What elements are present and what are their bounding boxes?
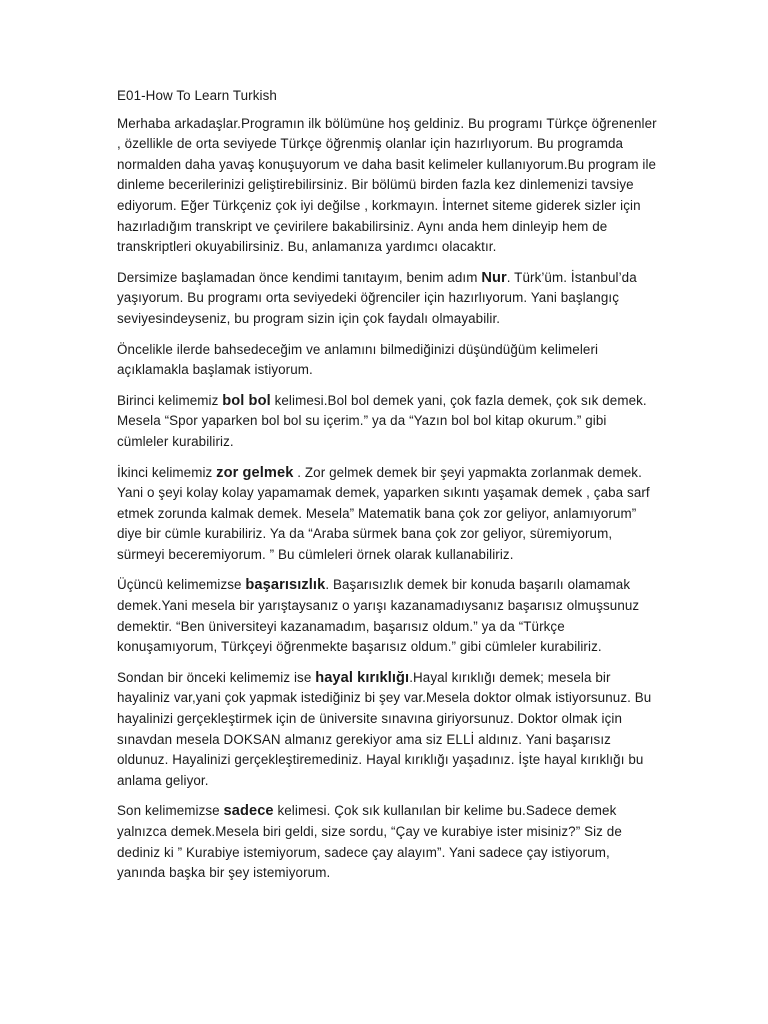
paragraph-intro xyxy=(117,114,657,258)
paragraph-vocab-intro xyxy=(117,340,657,381)
paragraph-text: . Türk’üm. İstanbul’da yaşıyorum. Bu programı orta seviyedeki öğrenciler için hazırlıyorum. Yani başlangıç seviyesindeyseniz, bu program sizin için çok faydalı olmayabilir. xyxy=(117,269,637,326)
paragraph-word-1 xyxy=(117,391,657,453)
keyword-hayal-kirikligi: hayal kırıklığı xyxy=(315,669,410,686)
document-page xyxy=(117,86,657,894)
keyword-basarisizlik: başarısızlık xyxy=(245,577,326,594)
document-title: E01-How To Learn Turkish xyxy=(117,88,277,103)
paragraph-text: . Başarısızlık demek bir konuda başarılı olamamak demek.Yani mesela bir yarıştaysanız o yarışı kazanamadıysanız başarısız olmuşsunuz demektir. “Ben üniversiteyi kazanamadım, başarısız oldum.” ya da “Türkçe konuşamıyorum, Türkçeyi öğrenmekte başarısız oldum.” gibi cümleler kurabiliriz. xyxy=(117,577,640,655)
paragraph-word-4 xyxy=(117,668,657,792)
paragraph-word-2 xyxy=(117,463,657,566)
paragraph-text: Son kelimemizse xyxy=(117,803,224,819)
keyword-bol-bol: bol bol xyxy=(222,392,271,409)
paragraph-word-5 xyxy=(117,801,657,883)
paragraph-text: Öncelikle ilerde bahsedeceğim ve anlamını bilmediğinizi düşündüğüm kelimeleri açıklamakla başlamak istiyorum. xyxy=(117,341,599,378)
paragraph-word-3 xyxy=(117,575,657,657)
keyword-sadece: sadece xyxy=(223,803,274,820)
paragraph-text: kelimesi. Çok sık kullanılan bir kelime bu.Sadece demek yalnızca demek.Mesela biri geldi, size sordu, “Çay ve kurabiye ister misiniz?” Siz de dediniz ki ” Kurabiye istemiyorum, sadece çay alayım”. Yani sadece çay istiyorum, yanında başka bir şey istemiyorum. xyxy=(117,803,622,881)
paragraph-text: . Zor gelmek demek bir şeyi yapmakta zorlanmak demek. Yani o şeyi kolay kolay yapamamak demek, yaparken sıkıntı yaşamak demek , çaba sarf etmek zorunda kalmak demek. Mesela” Matematik bana çok zor geliyor, anlamıyorum” diye bir cümle kurabiliriz. Ya da “Araba sürmek bana çok zor geliyor, süremiyorum, sürmeyi beceremiyorum. ” Bu cümleleri örnek olarak kullanabiliriz. xyxy=(117,464,650,562)
paragraph-text: Sondan bir önceki kelimemiz ise xyxy=(117,669,316,685)
paragraph-self-intro xyxy=(117,268,657,330)
paragraph-text: Birinci kelimemiz xyxy=(117,392,223,408)
paragraph-text: kelimesi.Bol bol demek yani, çok fazla demek, çok sık demek. Mesela “Spor yaparken bol bol su içerim.” ya da “Yazın bol bol kitap okurum.” gibi cümleler kurabiliriz. xyxy=(117,392,647,449)
paragraph-text: İkinci kelimemiz xyxy=(117,464,217,480)
keyword-zor-gelmek: zor gelmek xyxy=(216,464,294,481)
paragraph-text: Üçüncü kelimemizse xyxy=(117,577,246,593)
keyword-name: Nur xyxy=(481,269,507,286)
paragraph-text: .Hayal kırıklığı demek; mesela bir hayaliniz var,yani çok yapmak istediğiniz bi şey var.Mesela doktor olmak istiyorsunuz. Bu hayalinizi gerçekleştirmek için de üniversite sınavına giriyorsunuz. Doktor olmak için sınavdan mesela DOKSAN almanız gerekiyor ama siz ELLİ aldınız. Yani başarısız oldunuz. Hayalinizi gerçekleştiremediniz. Hayal kırıklığı yaşadınız. İşte hayal kırıklığı bu anlama geliyor. xyxy=(117,669,652,788)
paragraph-text: Merhaba arkadaşlar.Programın ilk bölümüne hoş geldiniz. Bu programı Türkçe öğrenenler , özellikle de orta seviyede Türkçe öğrenmiş olanlar için hazırlıyorum. Bu programda normalden daha yavaş konuşuyorum ve daha basit kelimeler kullanıyorum.Bu program ile dinleme becerilerinizi geliştirebilirsiniz. Bir bölümü birden fazla kez dinlemenizi tavsiye ediyorum. Eğer Türkçeniz çok iyi değilse , korkmayın. İnternet siteme giderek sizler için hazırladığım transkript ve çevirilere bakabilirsiniz. Aynı anda hem dinleyip hem de transkriptleri okuyabilirsiniz. Bu, anlamanıza yardımcı olacaktır. xyxy=(117,115,657,255)
paragraph-text: Dersimize başlamadan önce kendimi tanıtayım, benim adım xyxy=(117,269,482,285)
